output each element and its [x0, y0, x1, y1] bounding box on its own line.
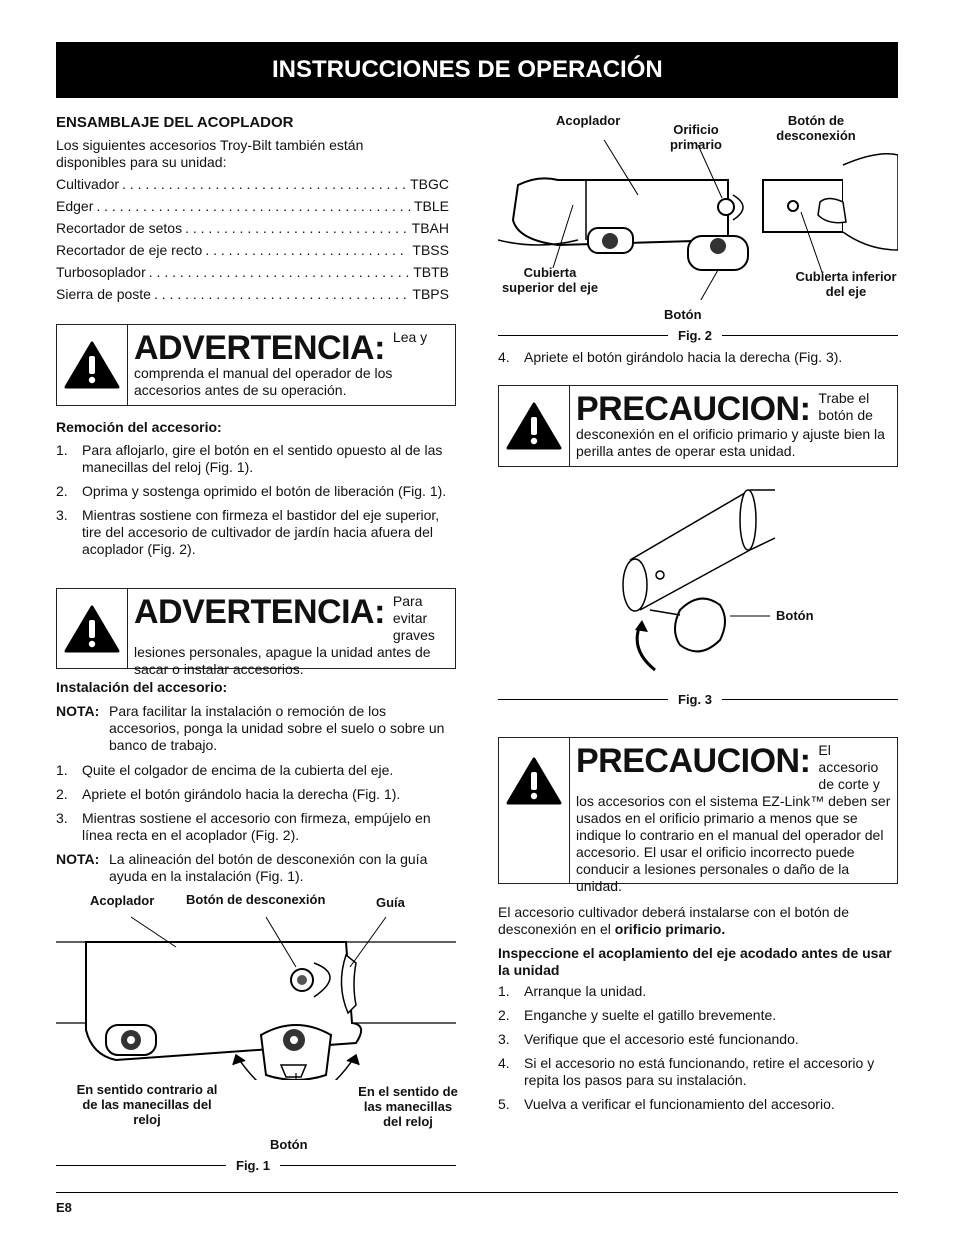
accessory-row: Recortador de eje recto . . . TBSS: [56, 242, 449, 264]
accessory-row: Sierra de poste . . . TBPS: [56, 286, 449, 308]
accessory-row: Turbosoplador . . . TBTB: [56, 264, 449, 286]
list-item: 1. Para aflojarlo, gire el botón en el sentido opuesto al de las manecillas del reloj (Fig. 1).: [56, 442, 443, 475]
caution-box: [498, 737, 898, 894]
accessory-row: Edger . . . TBLE: [56, 198, 449, 220]
list-item: 1. Quite el colgador de encima de la cubierta del eje.: [56, 762, 394, 778]
warning-title: ADVERTENCIA:: [134, 593, 385, 631]
footer-rule: [56, 1192, 898, 1193]
warning-title: ADVERTENCIA:: [134, 329, 385, 367]
fig2-label-cubierta-sup: Cubierta superior del eje: [501, 265, 599, 295]
fig2-label-boton: Botón: [664, 307, 702, 322]
fig1-label-guia: Guía: [376, 895, 405, 910]
fig3-caption: Fig. 3: [498, 692, 898, 707]
list-item: 3. Mientras sostiene con firmeza el bastidor del eje superior, tire del accesorio de cultivador de jardín hacia afuera del acoplador (Fig. 2).: [56, 507, 440, 557]
list-item: 1. Arranque la unidad.: [498, 983, 647, 999]
inspect-title: Inspeccione el acoplamiento del eje acodado antes de usar la unidad: [498, 945, 892, 978]
warning-triangle-icon: [57, 325, 128, 405]
fig1-illustration: [56, 905, 456, 1080]
install-section: [56, 703, 451, 885]
section-header-title: INSTRUCCIONES DE OPERACIÓN: [272, 56, 663, 83]
warning-triangle-icon: [499, 738, 570, 883]
list-item: 5. Vuelva a verificar el funcionamiento del accesorio.: [498, 1096, 835, 1112]
section-header: [56, 42, 898, 98]
warning-box: [56, 324, 456, 406]
accessory-row: Recortador de setos . . . TBAH: [56, 220, 449, 242]
list-item: 3. Mientras sostiene el accesorio con firmeza, empújelo en línea recta en el acoplador (Fig. 2).: [56, 810, 431, 843]
caution-text: Trabe el botón de desconexión en el orificio primario y ajuste bien la perilla antes de operar esta unidad.: [576, 390, 885, 459]
list-item: 2. Oprima y sostenga oprimido el botón de liberación (Fig. 1).: [56, 483, 447, 499]
list-item: 4. Apriete el botón girándolo hacia la derecha (Fig. 3).: [498, 349, 843, 365]
fig1-label-acoplador: Acoplador: [90, 893, 155, 908]
warning-triangle-icon: [57, 589, 128, 668]
fig1-label-boton: Botón: [270, 1137, 308, 1152]
fig2-caption: Fig. 2: [498, 328, 898, 343]
removal-title: Remoción del accesorio:: [56, 419, 222, 435]
note: NOTA: Para facilitar la instalación o remoción de los accesorios, ponga la unidad sobre el suelo o sobre un banco de trabajo.: [56, 703, 445, 753]
cultivator-paragraph: El accesorio cultivador deberá instalarse con el botón de desconexión en el orificio primario.: [498, 904, 849, 937]
section-title: ENSAMBLAJE DEL ACOPLADOR: [56, 114, 294, 131]
warning-text: Lea y comprenda el manual del operador de los accesorios antes de su operación.: [134, 329, 428, 398]
list-item: 4. Si el accesorio no está funcionando, retire el accesorio y repita los pasos para su instalación.: [498, 1055, 875, 1088]
install-title: Instalación del accesorio:: [56, 679, 228, 695]
removal-steps: [56, 442, 451, 558]
warning-triangle-icon: [499, 386, 570, 466]
accessory-list: [56, 176, 449, 308]
inspect-steps: [498, 983, 893, 1113]
list-item: 2. Apriete el botón girándolo hacia la derecha (Fig. 1).: [56, 786, 401, 802]
warning-text: Para evitar graves lesiones personales, apague la unidad antes de sacar o instalar accesorios.: [134, 593, 435, 677]
warning-box: [56, 588, 456, 677]
fig2-label-boton-desconexion: Botón de desconexión: [776, 113, 856, 143]
intro-paragraph: Los siguientes accesorios Troy-Bilt también están disponibles para su unidad:: [56, 137, 364, 170]
caution-text: El accesorio de corte y los accesorios con el sistema EZ-Link™ deben ser usados en el orificio primario a menos que se indique lo contrario en el manual del operador del accesorio. El usar el orificio incorrecto puede conducir a lesiones personales o daño de la unidad.: [576, 742, 891, 894]
fig2-label-acoplador: Acoplador: [556, 113, 621, 128]
fig1-caption: Fig. 1: [56, 1158, 456, 1173]
list-item: 3. Verifique que el accesorio esté funcionando.: [498, 1031, 799, 1047]
fig3-label-boton: Botón: [776, 608, 814, 623]
fig1-label-sentido: En el sentido de las manecillas del reloj: [358, 1084, 458, 1129]
list-item: 2. Enganche y suelte el gatillo brevemente.: [498, 1007, 777, 1023]
note: NOTA: La alineación del botón de desconexión con la guía ayuda en la instalación (Fig. 1).: [56, 851, 428, 884]
fig1-label-boton-desconexion: Botón de desconexión: [186, 892, 326, 907]
caution-title: PRECAUCION:: [576, 390, 811, 428]
fig1-label-contrario: En sentido contrario al de las manecillas del reloj: [76, 1082, 218, 1127]
page-number: E8: [56, 1200, 72, 1215]
accessory-row: Cultivador . . . TBGC: [56, 176, 449, 198]
fig3-illustration: [580, 480, 780, 680]
caution-title: PRECAUCION:: [576, 742, 811, 780]
caution-box: [498, 385, 898, 467]
fig2-label-orificio: Orificio primario: [669, 122, 722, 152]
fig2-label-cubierta-inf: Cubierta inferior del eje: [795, 269, 897, 299]
